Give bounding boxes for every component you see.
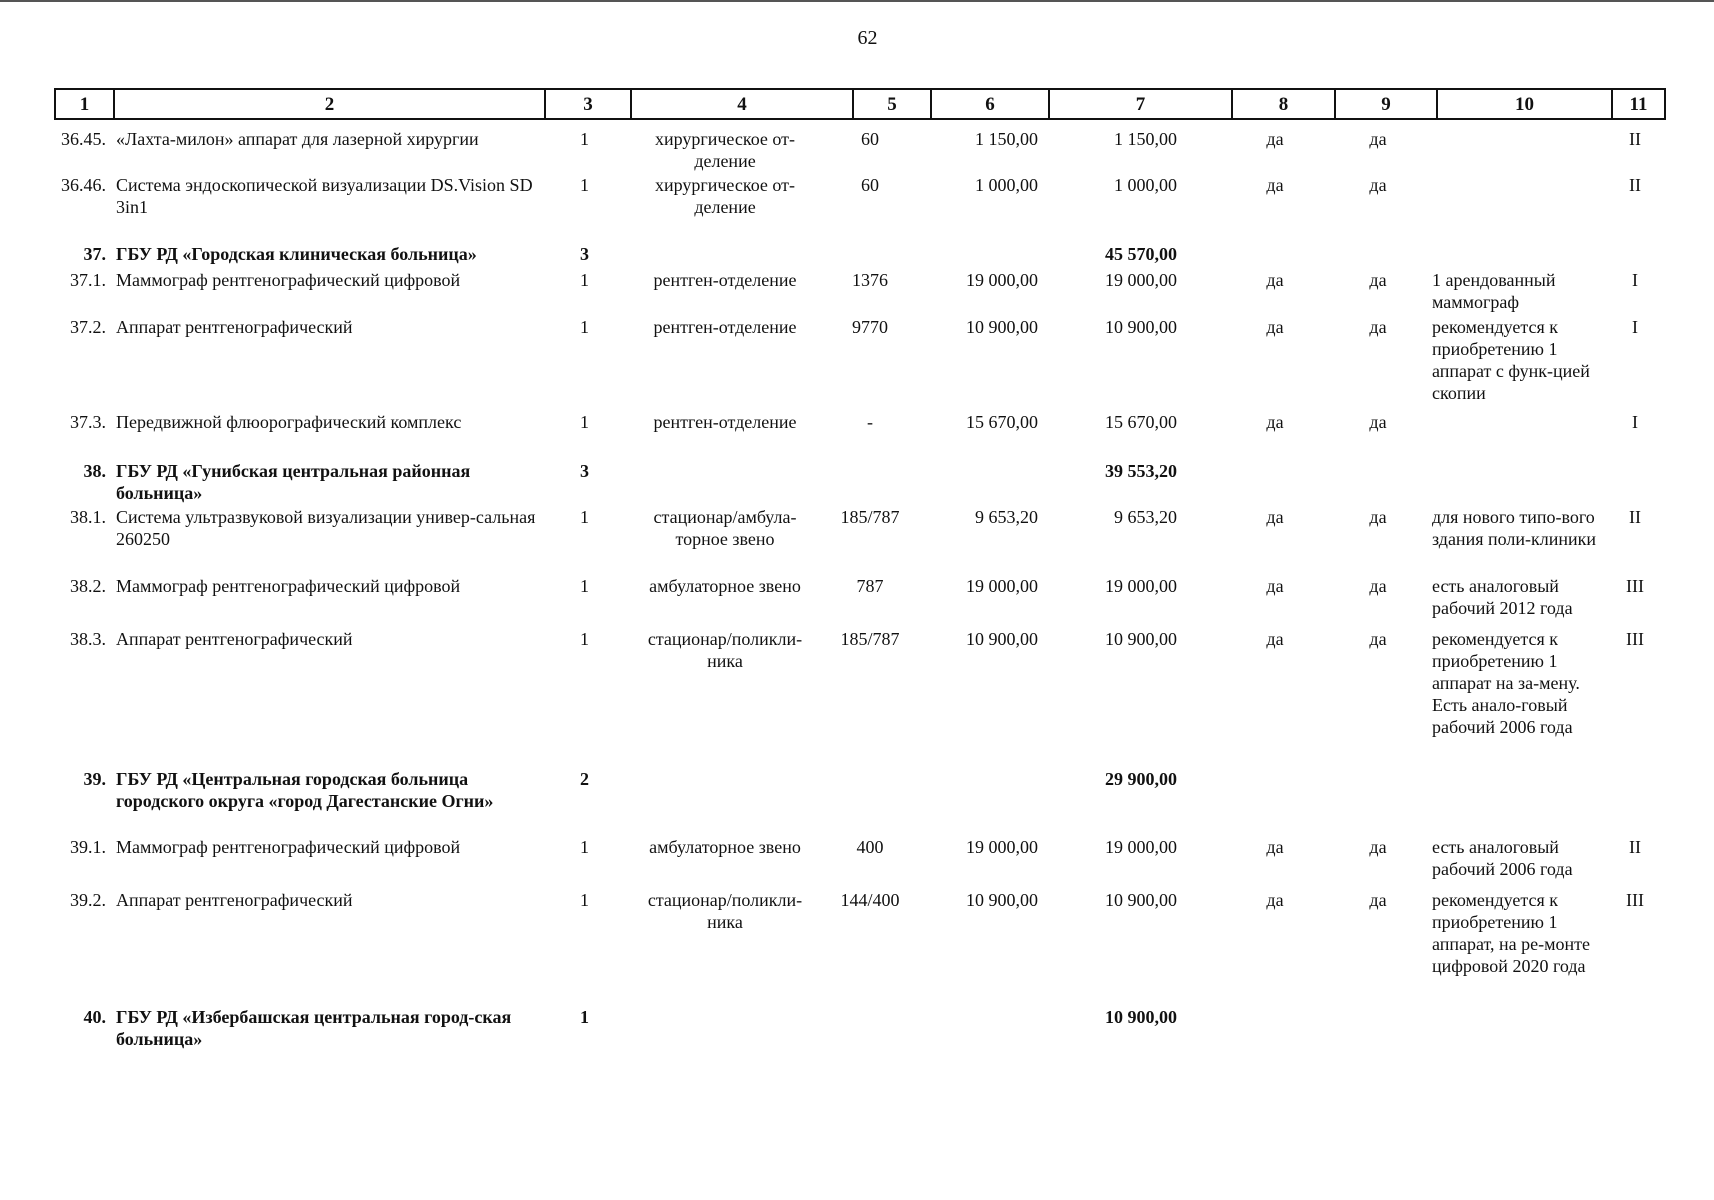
row-number: 38.2. xyxy=(70,576,106,596)
item-quantity: 1 xyxy=(580,890,589,910)
row-number: 40. xyxy=(83,1007,106,1027)
item-col9: да xyxy=(1369,507,1387,527)
item-col9: да xyxy=(1369,890,1387,910)
item-area: 144/400 xyxy=(840,890,900,910)
item-price: 10 900,00 xyxy=(966,629,1038,649)
item-col8: да xyxy=(1266,629,1284,649)
page-number: 62 xyxy=(857,27,878,49)
item-quantity: 2 xyxy=(580,769,589,789)
header-col-3: 3 xyxy=(544,90,630,118)
table-header xyxy=(54,88,1666,120)
item-department: рентген-отделение xyxy=(653,317,797,337)
header-col-2: 2 xyxy=(113,90,544,118)
item-quantity: 1 xyxy=(580,507,589,527)
item-name: Аппарат рентгенографический xyxy=(116,629,353,649)
row-number: 38.1. xyxy=(70,507,106,527)
item-total: 10 900,00 xyxy=(1105,890,1177,910)
item-name: Аппарат рентгенографический xyxy=(116,890,353,910)
header-col-11: 11 xyxy=(1611,90,1664,118)
item-total: 10 900,00 xyxy=(1105,317,1177,337)
item-quantity: 1 xyxy=(580,270,589,290)
item-col8: да xyxy=(1266,576,1284,596)
item-category: II xyxy=(1629,175,1641,195)
item-quantity: 3 xyxy=(580,244,589,264)
item-name: Маммограф рентгенографический цифровой xyxy=(116,576,461,596)
item-quantity: 1 xyxy=(580,175,589,195)
item-department: хирургическое от-деление xyxy=(654,129,796,171)
row-number: 37. xyxy=(83,244,106,264)
item-name: ГБУ РД «Гунибская центральная районная больница» xyxy=(116,461,471,503)
item-area: 60 xyxy=(861,129,879,149)
item-col9: да xyxy=(1369,270,1387,290)
item-price: 1 000,00 xyxy=(975,175,1038,195)
item-col9: да xyxy=(1369,837,1387,857)
item-price: 10 900,00 xyxy=(966,317,1038,337)
item-col9: да xyxy=(1369,412,1387,432)
item-category: III xyxy=(1626,629,1644,649)
item-area: 60 xyxy=(861,175,879,195)
item-quantity: 1 xyxy=(580,129,589,149)
item-col8: да xyxy=(1266,890,1284,910)
item-total: 29 900,00 xyxy=(1105,769,1177,789)
item-name: «Лахта-милон» аппарат для лазерной хирургии xyxy=(116,129,479,149)
item-total: 15 670,00 xyxy=(1105,412,1177,432)
item-department: амбулаторное звено xyxy=(649,837,801,857)
item-col9: да xyxy=(1369,129,1387,149)
item-quantity: 1 xyxy=(580,576,589,596)
item-quantity: 3 xyxy=(580,461,589,481)
item-col8: да xyxy=(1266,129,1284,149)
row-number: 37.1. xyxy=(70,270,106,290)
item-category: I xyxy=(1632,317,1638,337)
item-department: хирургическое от-деление xyxy=(654,175,796,217)
header-col-7: 7 xyxy=(1048,90,1231,118)
item-area: 185/787 xyxy=(840,507,900,527)
header-col-5: 5 xyxy=(852,90,930,118)
header-col-4: 4 xyxy=(630,90,852,118)
item-department: рентген-отделение xyxy=(653,412,797,432)
row-number: 37.3. xyxy=(70,412,106,432)
item-area: 400 xyxy=(856,837,884,857)
item-area: - xyxy=(867,412,873,432)
item-department: стационар/поликли-ника xyxy=(647,629,803,671)
row-number: 38.3. xyxy=(70,629,106,649)
item-name: Маммограф рентгенографический цифровой xyxy=(116,837,461,857)
item-department: стационар/поликли-ника xyxy=(647,890,803,932)
item-category: I xyxy=(1632,270,1638,290)
item-note: есть аналоговый рабочий 2006 года xyxy=(1432,837,1573,879)
item-quantity: 1 xyxy=(580,1007,589,1027)
item-note: для нового типо-вого здания поли-клиники xyxy=(1432,507,1596,549)
item-name: Система ультразвуковой визуализации универ-сальная 260250 xyxy=(116,507,536,549)
item-price: 15 670,00 xyxy=(966,412,1038,432)
item-note: есть аналоговый рабочий 2012 года xyxy=(1432,576,1573,618)
item-department: амбулаторное звено xyxy=(649,576,801,596)
item-area: 185/787 xyxy=(840,629,900,649)
item-price: 1 150,00 xyxy=(975,129,1038,149)
item-total: 39 553,20 xyxy=(1105,461,1177,481)
header-col-8: 8 xyxy=(1231,90,1334,118)
item-col9: да xyxy=(1369,175,1387,195)
header-col-1: 1 xyxy=(79,94,90,115)
item-col9: да xyxy=(1369,317,1387,337)
item-department: рентген-отделение xyxy=(653,270,797,290)
item-quantity: 1 xyxy=(580,317,589,337)
item-total: 10 900,00 xyxy=(1105,1007,1177,1027)
item-price: 10 900,00 xyxy=(966,890,1038,910)
item-note: рекомендуется к приобретению 1 аппарат, на ре-монте цифровой 2020 года xyxy=(1432,890,1591,976)
item-price: 19 000,00 xyxy=(966,837,1038,857)
item-note: рекомендуется к приобретению 1 аппарат с функ-цией скопии xyxy=(1432,317,1590,403)
page-top-rule xyxy=(0,0,1714,2)
item-quantity: 1 xyxy=(580,412,589,432)
item-category: I xyxy=(1632,412,1638,432)
item-total: 19 000,00 xyxy=(1105,270,1177,290)
item-name: Система эндоскопической визуализации DS.Vision SD 3in1 xyxy=(116,175,533,217)
item-name: ГБУ РД «Центральная городская больница городского округа «город Дагестанские Огни» xyxy=(116,769,494,811)
item-name: Аппарат рентгенографический xyxy=(116,317,353,337)
row-number: 39.2. xyxy=(70,890,106,910)
item-category: II xyxy=(1629,129,1641,149)
item-total: 19 000,00 xyxy=(1105,837,1177,857)
item-col9: да xyxy=(1369,576,1387,596)
item-price: 19 000,00 xyxy=(966,576,1038,596)
item-col8: да xyxy=(1266,270,1284,290)
item-category: III xyxy=(1626,576,1644,596)
header-col-10: 10 xyxy=(1436,90,1611,118)
item-price: 19 000,00 xyxy=(966,270,1038,290)
item-note: рекомендуется к приобретению 1 аппарат на за-мену. Есть анало-говый рабочий 2006 года xyxy=(1432,629,1580,737)
item-category: II xyxy=(1629,507,1641,527)
item-category: III xyxy=(1626,890,1644,910)
header-col-9: 9 xyxy=(1334,90,1436,118)
item-total: 10 900,00 xyxy=(1105,629,1177,649)
item-col8: да xyxy=(1266,317,1284,337)
item-total: 1 150,00 xyxy=(1114,129,1177,149)
item-quantity: 1 xyxy=(580,629,589,649)
item-name: Маммограф рентгенографический цифровой xyxy=(116,270,461,290)
row-number: 36.45. xyxy=(61,129,106,149)
item-total: 19 000,00 xyxy=(1105,576,1177,596)
item-total: 45 570,00 xyxy=(1105,244,1177,264)
item-area: 1376 xyxy=(852,270,888,290)
item-col8: да xyxy=(1266,175,1284,195)
item-col9: да xyxy=(1369,629,1387,649)
item-department: стационар/амбула-торное звено xyxy=(653,507,797,549)
item-total: 9 653,20 xyxy=(1114,507,1177,527)
row-number: 38. xyxy=(83,461,106,481)
item-name: ГБУ РД «Избербашская центральная город-ская больница» xyxy=(116,1007,512,1049)
item-price: 9 653,20 xyxy=(975,507,1038,527)
item-area: 9770 xyxy=(852,317,888,337)
item-name: ГБУ РД «Городская клиническая больница» xyxy=(116,244,477,264)
item-col8: да xyxy=(1266,412,1284,432)
row-number: 39.1. xyxy=(70,837,106,857)
item-area: 787 xyxy=(856,576,884,596)
item-quantity: 1 xyxy=(580,837,589,857)
item-col8: да xyxy=(1266,837,1284,857)
item-note: 1 арендованный маммограф xyxy=(1432,270,1556,312)
item-total: 1 000,00 xyxy=(1114,175,1177,195)
row-number: 39. xyxy=(83,769,106,789)
item-col8: да xyxy=(1266,507,1284,527)
item-category: II xyxy=(1629,837,1641,857)
item-name: Передвижной флюорографический комплекс xyxy=(116,412,462,432)
row-number: 36.46. xyxy=(61,175,106,195)
row-number: 37.2. xyxy=(70,317,106,337)
header-col-6: 6 xyxy=(930,90,1048,118)
